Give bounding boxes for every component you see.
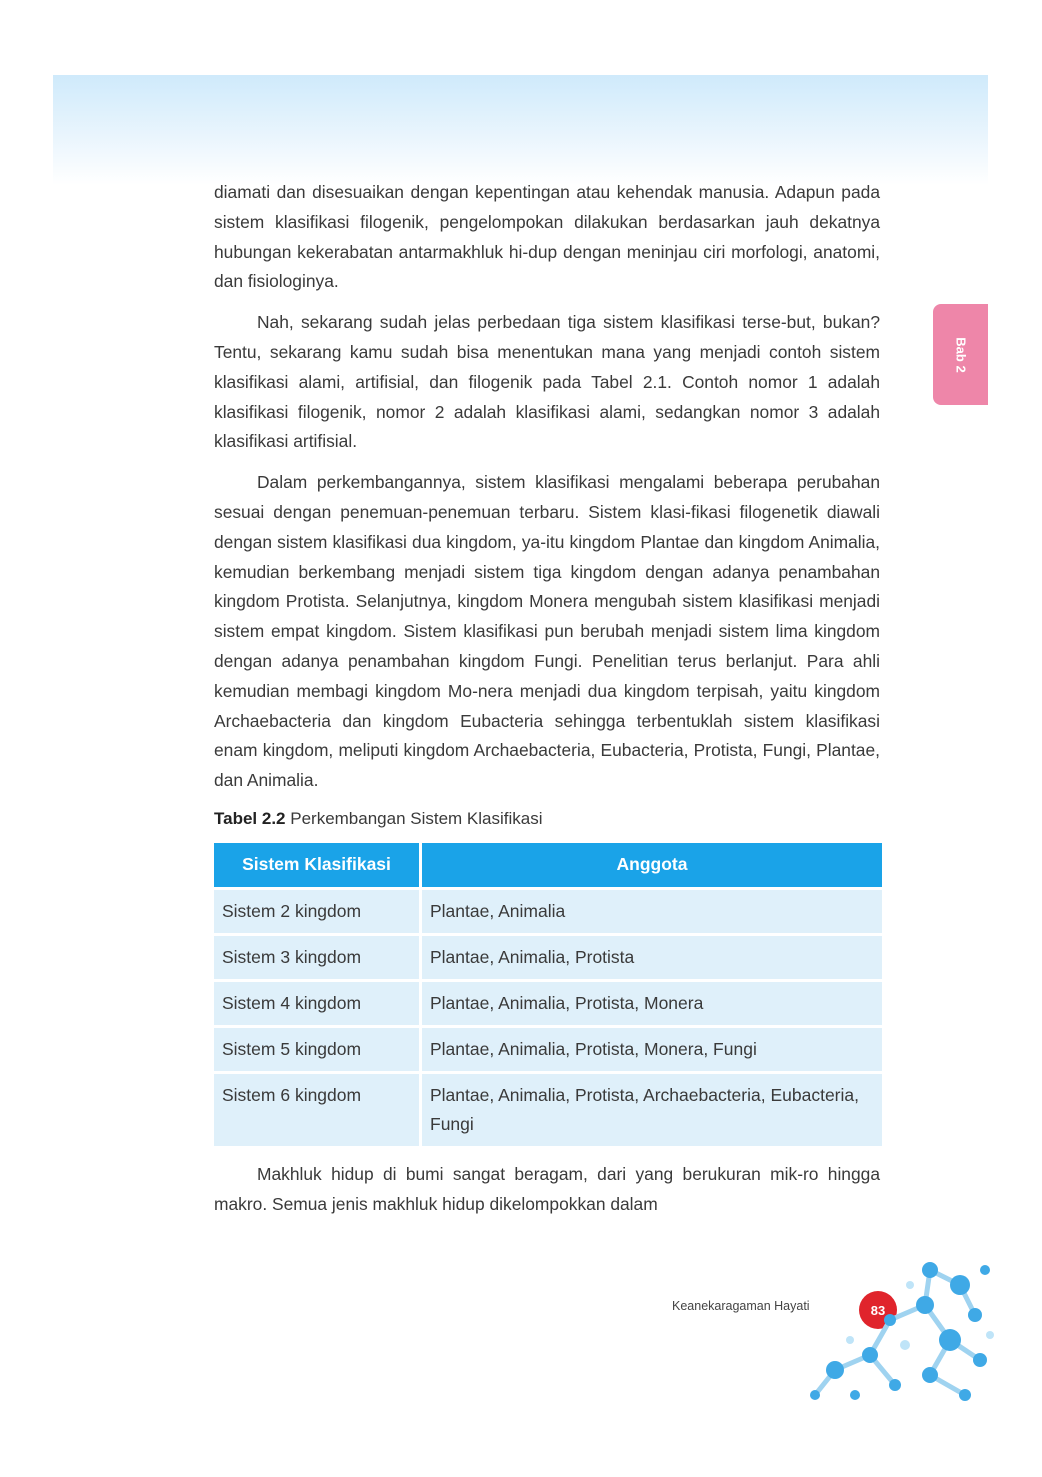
row-members-cell: Plantae, Animalia — [422, 887, 882, 933]
closing-paragraph: Makhluk hidup di bumi sangat beragam, dari yang berukuran mik-ro hingga makro. Semua jenis makhluk hidup dikelompokkan dalam — [214, 1163, 880, 1214]
row-system-cell: Sistem 6 kingdom — [214, 1071, 422, 1146]
header-anggota: Anggota — [422, 843, 882, 887]
page-number: 83 — [870, 1302, 886, 1318]
row-system-cell: Sistem 4 kingdom — [214, 979, 422, 1025]
footer-book-title: Keanekaragaman Hayati — [672, 1299, 810, 1313]
row-members-cell: Plantae, Animalia, Protista — [422, 933, 882, 979]
table-row — [214, 1025, 882, 1071]
page-content — [214, 178, 880, 1231]
header-gradient-band — [53, 75, 988, 185]
paragraph-2: Nah, sekarang sudah jelas perbedaan tiga sistem klasifikasi terse-but, bukan? Tentu, sekarang kamu sudah bisa menentukan mana yang menjadi contoh sistem klasifikasi alami, artifisial, dan filogenik pada Tabel 2.1. Contoh nomor 1 adalah klasifikasi filogenik, nomor 2 adalah klasifikasi alami, sedangkan nomor 3 adalah klasifikasi artifisial. — [214, 312, 880, 452]
table-caption-text: Perkembangan Sistem Klasifikasi — [290, 808, 543, 828]
row-members-cell: Plantae, Animalia, Protista, Archaebacteria, Eubacteria, Fungi — [422, 1071, 882, 1146]
chapter-tab — [933, 304, 988, 405]
molecule-decoration-icon — [800, 1245, 1000, 1410]
row-system-cell: Sistem 3 kingdom — [214, 933, 422, 979]
table-row — [214, 1071, 882, 1146]
table-caption-label: Tabel 2.2 — [214, 808, 286, 828]
table-row — [214, 979, 882, 1025]
header-sistem-klasifikasi: Sistem Klasifikasi — [214, 843, 422, 887]
row-members-cell: Plantae, Animalia, Protista, Monera — [422, 979, 882, 1025]
table-row — [214, 933, 882, 979]
paragraph-1: diamati dan disesuaikan dengan kepentingan atau kehendak manusia. Adapun pada sistem klasifikasi filogenik, pengelompokan dilakukan berdasarkan jauh dekatnya hubungan kekerabatan antarmakhluk hi-dup dengan meninjau ciri morfologi, anatomi, dan fisiologinya. — [214, 182, 880, 292]
row-system-cell: Sistem 2 kingdom — [214, 887, 422, 933]
row-members-cell: Plantae, Animalia, Protista, Monera, Fungi — [422, 1025, 882, 1071]
row-system-cell: Sistem 5 kingdom — [214, 1025, 422, 1071]
table-header-row — [214, 843, 882, 887]
table-row — [214, 887, 882, 933]
chapter-tab-label: Bab 2 — [953, 336, 968, 373]
paragraph-3: Dalam perkembangannya, sistem klasifikasi mengalami beberapa perubahan sesuai dengan penemuan-penemuan terbaru. Sistem klasi-fikasi filogenetik diawali dengan sistem klasifikasi dua kingdom, ya-itu kingdom Plantae dan kingdom Animalia, kemudian berkembang menjadi sistem tiga kingdom dengan adanya penambahan kingdom Protista. Selanjutnya, kingdom Monera mengubah sistem klasifikasi menjadi sistem empat kingdom. Sistem klasifikasi pun berubah menjadi sistem lima kingdom dengan adanya penambahan kingdom Fungi. Penelitian terus berlanjut. Para ahli kemudian membagi kingdom Mo-nera menjadi dua kingdom terpisah, yaitu kingdom Archaebacteria dan kingdom Eubacteria sehingga terbentuklah sistem klasifikasi enam kingdom, meliputi kingdom Archaebacteria, Eubacteria, Protista, Fungi, Plantae, dan Animalia. — [214, 472, 880, 791]
table-caption — [214, 807, 880, 831]
classification-table — [214, 843, 882, 1146]
